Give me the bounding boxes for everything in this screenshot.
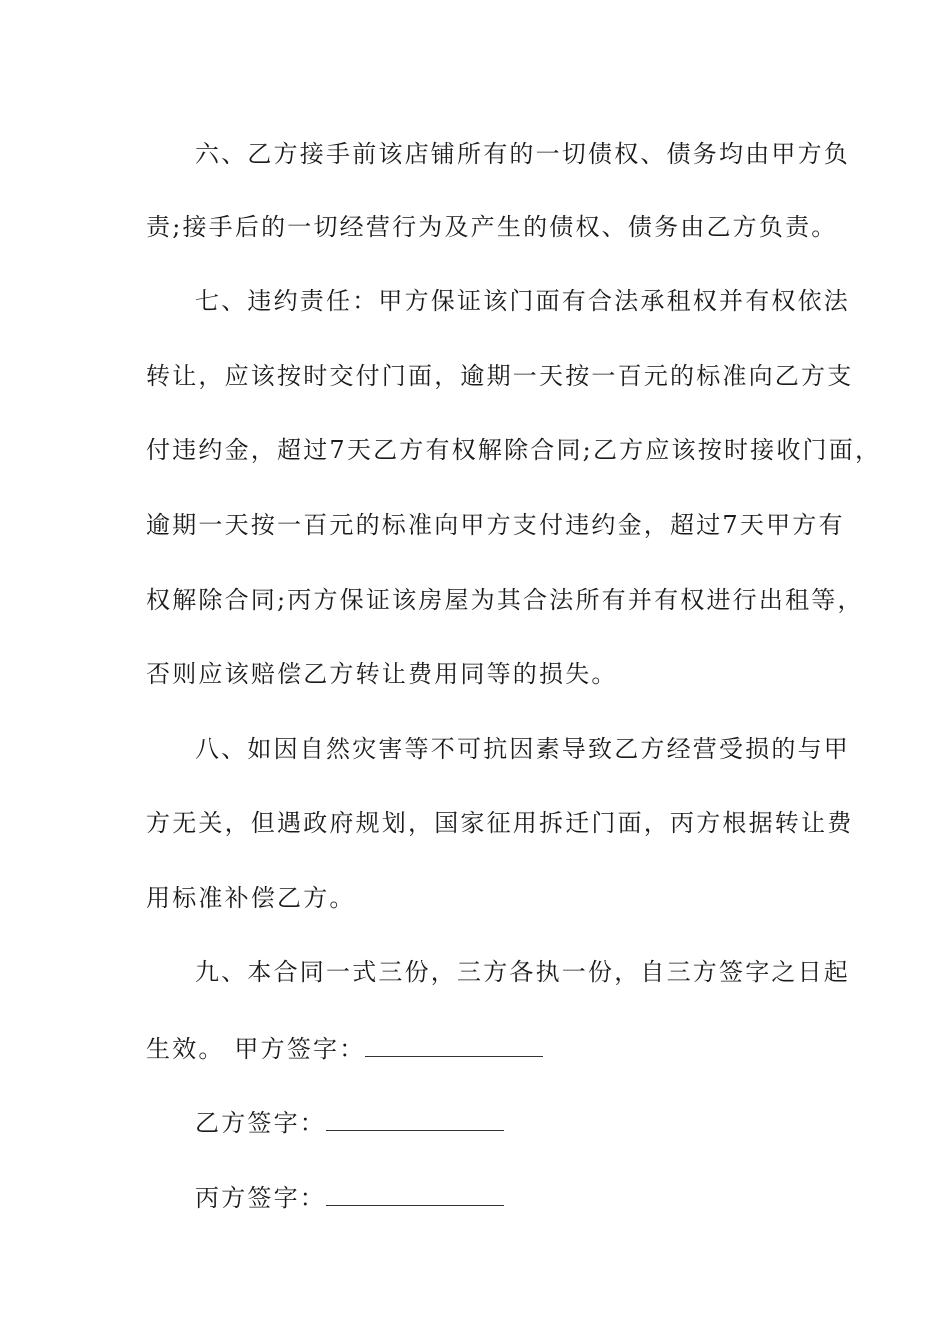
clause-nine-line-1: 九、本合同一式三份，三方各执一份，自三方签字之日起 bbox=[195, 958, 850, 986]
clause-seven-line-1: 七、违约责任：甲方保证该门面有合法承租权并有权依法 bbox=[195, 287, 850, 315]
party-a-signature-blank bbox=[365, 1036, 543, 1057]
clause-seven-line-3: 付违约金，超过7天乙方有权解除合同;乙方应该按时接收门面， bbox=[146, 436, 882, 464]
party-c-signature-line bbox=[195, 1183, 504, 1213]
clause-seven-line-4: 逾期一天按一百元的标准向甲方支付违约金，超过7天甲方有 bbox=[146, 511, 845, 539]
clause-eight-line-1: 八、如因自然灾害等不可抗因素导致乙方经营受损的与甲 bbox=[195, 735, 850, 763]
party-c-signature-label: 丙方签字： bbox=[195, 1184, 326, 1212]
party-b-signature-blank bbox=[326, 1110, 504, 1131]
clause-seven-line-5: 权解除合同;丙方保证该房屋为其合法所有并有权进行出租等， bbox=[146, 586, 864, 614]
clause-eight-line-3: 用标准补偿乙方。 bbox=[146, 884, 356, 912]
clause-six-line-1: 六、乙方接手前该店铺所有的一切债权、债务均由甲方负 bbox=[195, 140, 850, 168]
clause-seven-line-2: 转让，应该按时交付门面，逾期一天按一百元的标准向乙方支 bbox=[146, 362, 854, 390]
clause-seven-line-6: 否则应该赔偿乙方转让费用同等的损失。 bbox=[146, 660, 618, 688]
clause-nine-line-2 bbox=[146, 1034, 543, 1064]
party-b-signature-label: 乙方签字： bbox=[195, 1109, 326, 1137]
party-a-signature-label: 生效。 甲方签字： bbox=[146, 1035, 366, 1063]
clause-six-line-2: 责;接手后的一切经营行为及产生的债权、债务由乙方负责。 bbox=[146, 213, 838, 241]
clause-eight-line-2: 方无关，但遇政府规划，国家征用拆迁门面，丙方根据转让费 bbox=[146, 809, 854, 837]
party-b-signature-line bbox=[195, 1108, 504, 1138]
party-c-signature-blank bbox=[326, 1185, 504, 1206]
